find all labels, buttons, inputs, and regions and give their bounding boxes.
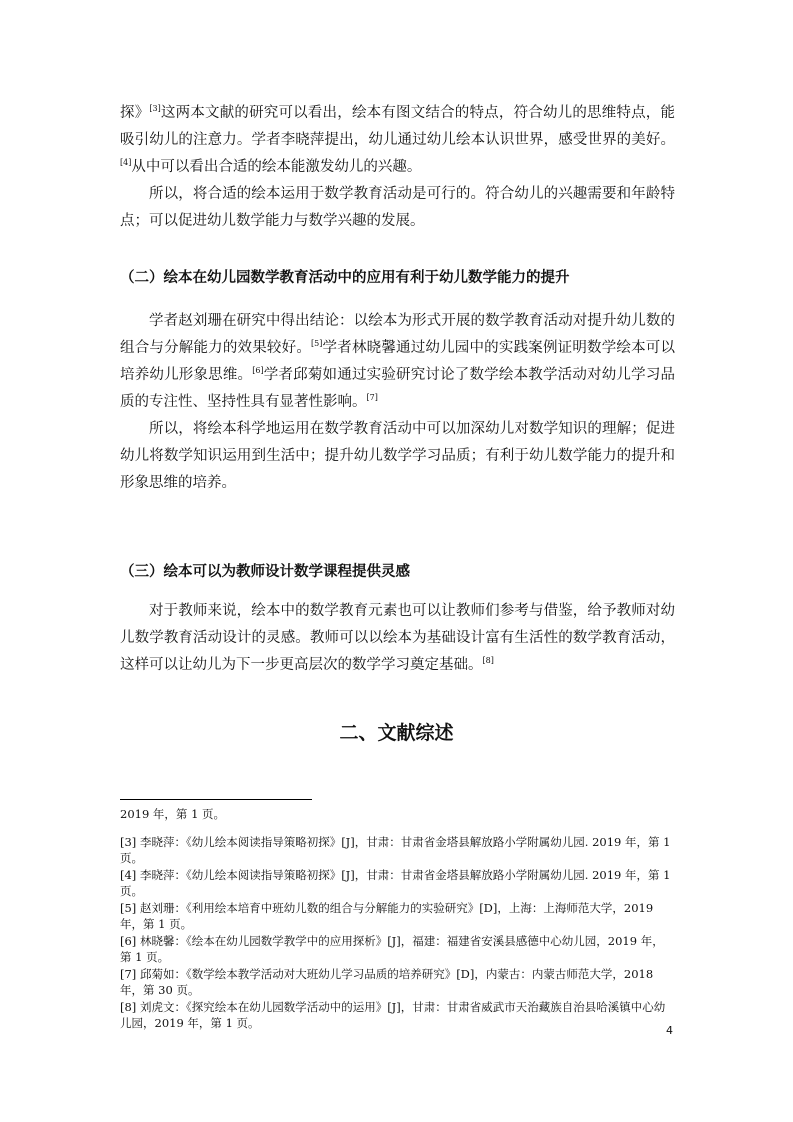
paragraph [120, 100, 675, 181]
footnote-continued: 2019 年，第 1 页。 [120, 807, 226, 821]
section-heading-2: （二）绘本在幼儿园数学教育活动中的应用有利于幼儿数学能力的提升 [120, 270, 570, 286]
footnotes [120, 806, 675, 1032]
page-number: 4 [666, 1024, 673, 1037]
citation-marker: [5] [311, 339, 323, 348]
paragraph-text: 对于教师来说，绘本中的数学教育元素也可以让教师们参考与借鉴，给予教师对幼儿数学教育活动设计的灵感。教师可以以绘本为基础设计富有生活性的数学教育活动，这样可以让幼儿为下一步更高层次的数学学习奠定基础。 [120, 603, 675, 673]
paragraph-text: 学者邱菊如通过实验研究讨论了数学绘本教学活动对幼儿学习品质的专注性、坚持性具有显著性影响。 [120, 367, 676, 410]
footnote-item: [8] 刘虎文：《探究绘本在幼儿园数学活动中的运用》[J]，甘肃：甘肃省威武市天治藏族自治县哈溪镇中心幼儿园，2019 年，第 1 页。 [120, 999, 666, 1030]
paragraph: 所以，将合适的绘本运用于数学教育活动是可行的。符合幼儿的兴趣需要和年龄特点；可以促进幼儿数学能力与数学兴趣的发展。 [120, 186, 675, 229]
section-heading-3: （三）绘本可以为教师设计数学课程提供灵感 [120, 564, 410, 580]
paragraph-text: 学者赵刘珊在研究中得出结论：以绘本为形式开展的数学教育活动对提升幼儿数的组合与分解能力的效果较好。 [120, 313, 675, 356]
citation-marker: [3] [149, 104, 161, 113]
footnote-item: [3] 李晓萍：《幼儿绘本阅读指导策略初探》[J]，甘肃：甘肃省金塔县解放路小学附属幼儿园. 2019 年，第 1 页。 [120, 834, 671, 865]
footnote-item: [5] 赵刘珊：《利用绘本培育中班幼儿数的组合与分解能力的实验研究》[D]，上海：上海师范大学，2019 年，第 1 页。 [120, 900, 654, 931]
chapter-title: 二、文献综述 [339, 722, 454, 744]
footnote-item: [4] 李晓萍：《幼儿绘本阅读指导策略初探》[J]，甘肃：甘肃省金塔县解放路小学附属幼儿园. 2019 年，第 1 页。 [120, 867, 671, 898]
citation-marker: [6] [252, 366, 264, 375]
footnote-item: [6] 林晓馨：《绘本在幼儿园数学教学中的应用探析》[J]，福建：福建省安溪县感德中心幼儿园，2019 年，第 1 页。 [120, 933, 664, 964]
paragraph-text: 探》 [120, 105, 150, 121]
paragraph: 所以，将绘本科学地运用在数学教育活动中可以加深幼儿对数学知识的理解；促进幼儿将数学知识运用到生活中；提升幼儿数学学习品质；有利于幼儿数学能力的提升和形象思维的培养。 [120, 421, 675, 491]
footnote-item: [7] 邱菊如：《数学绘本教学活动对大班幼儿学习品质的培养研究》[D]，内蒙古：内蒙古师范大学，2018 年，第 30 页。 [120, 966, 654, 997]
section-3-body [120, 598, 675, 679]
paragraph-text: 这两本文献的研究可以看出，绘本有图文结合的特点，符合幼儿的思维特点，能吸引幼儿的注意力。学者李晓萍提出，幼儿通过幼儿绘本认识世界，感受世界的美好。 [120, 105, 676, 148]
citation-marker: [8] [482, 656, 494, 665]
intro-block [120, 100, 675, 235]
citation-marker: [7] [366, 393, 378, 402]
citation-marker: [4] [120, 158, 132, 167]
paragraph [120, 598, 675, 679]
paragraph-text: 学者林晓馨通过幼儿园中的实践案例证明数学绘本可以培养幼儿形象思维。 [120, 340, 675, 383]
section-2-body [120, 308, 675, 497]
footnote-separator [120, 799, 312, 800]
paragraph [120, 308, 675, 416]
paragraph-text: 从中可以看出合适的绘本能激发幼儿的兴趣。 [131, 159, 422, 175]
